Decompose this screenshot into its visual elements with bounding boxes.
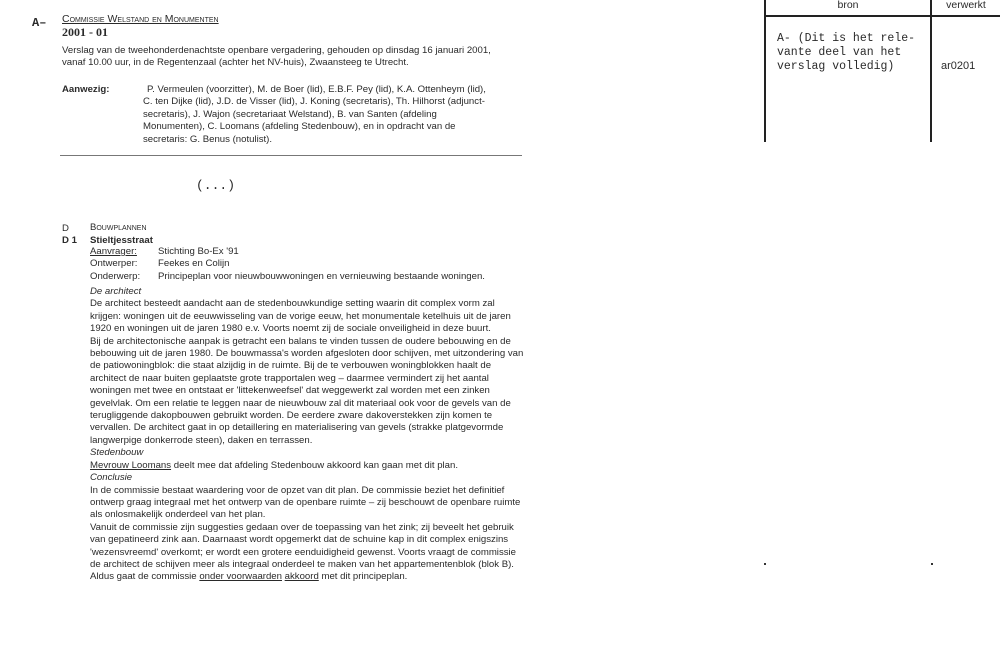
ellipsis: (...) xyxy=(196,178,236,193)
heading-conclusie: Conclusie xyxy=(90,472,133,484)
col-header-bron: bron xyxy=(837,0,859,11)
body-line: van gepatineerd zink aan. Daarnaast wordt opgemerkt dat de schuine kap in dit complex enigszins xyxy=(90,534,509,546)
body-text: deelt mee dat afdeling Stedenbouw akkoord kan gaan met dit plan. xyxy=(171,459,459,471)
field-label: Ontwerper: xyxy=(90,258,138,270)
intro-line: Verslag van de tweehonderdenachtste openbare vergadering, gehouden op dinsdag 16 januari 2001, xyxy=(62,45,491,56)
separator xyxy=(60,155,522,156)
field-value: Feekes en Colijn xyxy=(158,258,230,270)
field-label: Onderwerp: xyxy=(90,270,141,282)
body-line: 'wezensvreemd' overkomt; er wordt een grotere eenduidigheid gewenst. Voorts vraagt de commissie xyxy=(90,546,517,558)
body-line: 1920 en woningen uit de jaren 1980 e.v. Voorts noemt zij de sociale onveiligheid in deze buurt. xyxy=(90,323,491,335)
body-line: gevelvlak. Om een relatie te leggen naar de nieuwbouw zal dit materiaal ook voor de gevels van de xyxy=(90,397,511,409)
body-line: Vanuit de commissie zijn suggesties gedaan over de toepassing van het zink; zij beveelt het gebruik xyxy=(90,521,514,533)
body-line: In de commissie bestaat waardering voor de opzet van dit plan. De commissie beziet het definitief xyxy=(90,484,505,496)
body-line: langwerpige donkerrode steen), daken en terrassen. xyxy=(90,434,313,446)
body xyxy=(90,286,523,584)
present-list xyxy=(143,84,486,146)
table-border xyxy=(764,0,766,142)
bron-line: vante deel van het xyxy=(777,46,902,59)
heading-stedenbouw: Stedenbouw xyxy=(90,447,144,459)
present-line: C. ten Dijke (lid), J.D. de Visser (lid), J. Koning (secretaris), Th. Hilhorst (adjunct- xyxy=(143,96,485,108)
field-label: Aanvrager: xyxy=(90,246,137,257)
scan-dot xyxy=(931,563,933,565)
present-line: Monumenten), C. Loomans (afdeling Stedenbouw), en in opdracht van de xyxy=(143,121,456,133)
bron-line: verslag volledig) xyxy=(777,60,895,73)
table-header-line xyxy=(764,15,1000,17)
scan-dot xyxy=(764,563,766,565)
body-line: De architect besteedt aandacht aan de stedenbouwkundige setting waarin dit complex vorm zal xyxy=(90,298,495,310)
present-label: Aanwezig: xyxy=(62,84,110,95)
body-line: terugliggende dakopbouwen gebruikt worden. De eerdere zware dakoverstekken zijn komen te xyxy=(90,410,493,422)
body-line: Bij de architectonische aanpak is getracht een balans te vinden tussen de oudere bebouwing en de xyxy=(90,335,511,347)
col-header-verwerkt: verwerkt xyxy=(946,0,986,11)
item-fields xyxy=(90,246,485,283)
commission-title: Commissie Welstand en Monumenten xyxy=(62,13,219,25)
underlined-name: Mevrouw Loomans xyxy=(90,459,172,471)
verwerkt-value: ar0201 xyxy=(941,60,976,72)
present-line: secretaris: G. Benus (notulist). xyxy=(143,133,273,145)
body-line: krijgen: woningen uit de eeuwwisseling van de vorige eeuw, het monumentale ketelhuis uit de jaren xyxy=(90,310,511,322)
field-value: Principeplan voor nieuwbouwwoningen en vernieuwing bestaande woningen. xyxy=(158,270,485,282)
item-code: D 1 xyxy=(62,235,77,246)
section-code: D xyxy=(62,223,69,234)
body-line: bebouwing uit de jaren 1980. De bouwmassa's worden afgesloten door schijven, met uitzondering van xyxy=(90,348,524,360)
margin-mark: A– xyxy=(32,16,47,30)
intro xyxy=(62,45,491,70)
body-line: de patiowoningblok: die staat alzijdig in de ruimte. Bij de te verbouwen woningblokken haalt de xyxy=(90,360,492,372)
table-border xyxy=(930,0,932,142)
intro-line: vanaf 10.00 uur, in de Regentenzaal (achter het NV-huis), Zwaansteeg te Utrecht. xyxy=(62,57,409,69)
underlined-text: akkoord xyxy=(284,571,319,583)
present-line: P. Vermeulen (voorzitter), M. de Boer (lid), E.B.F. Pey (lid), K.A. Ottenheym (lid), xyxy=(147,84,486,95)
meeting-number: 2001 - 01 xyxy=(62,25,108,39)
bron-line: A- (Dit is het rele- xyxy=(777,32,916,45)
bron-text xyxy=(777,32,915,74)
body-line: vervallen. De architect gaat in op detaillering en materialisering van gevels (strakke platgevormde xyxy=(90,422,504,434)
field-value: Stichting Bo-Ex '91 xyxy=(158,246,239,257)
body-line: woningen met twee en ontstaat er 'littekenweefsel' dat weggewerkt zal worden met een zinken xyxy=(90,385,490,397)
body-text: met dit principeplan. xyxy=(318,571,408,583)
heading-architect: De architect xyxy=(90,286,142,297)
section-title: Bouwplannen xyxy=(90,222,147,233)
body-text: Aldus gaat de commissie xyxy=(90,571,200,583)
body-line: de architect de schijven meer als integraal onderdeel te maken van het appartementenblok (blok B). xyxy=(90,558,514,570)
body-line: ontwerp graag integraal met het ontwerp van de openbare ruimte – zij beschouwt de openbare ruimte xyxy=(90,496,521,508)
body-line: architect de naar buiten geplaatste grote trapportalen weg – daarmee vermindert zij het aantal xyxy=(90,372,489,384)
body-line: als onlosmakelijk onderdeel van het plan. xyxy=(90,509,266,521)
present-line: secretaris), J. Wajon (secretariaat Welstand), B. van Santen (afdeling xyxy=(143,108,437,120)
underlined-text: onder voorwaarden xyxy=(199,571,282,583)
item-title: Stieltjesstraat xyxy=(90,235,153,246)
